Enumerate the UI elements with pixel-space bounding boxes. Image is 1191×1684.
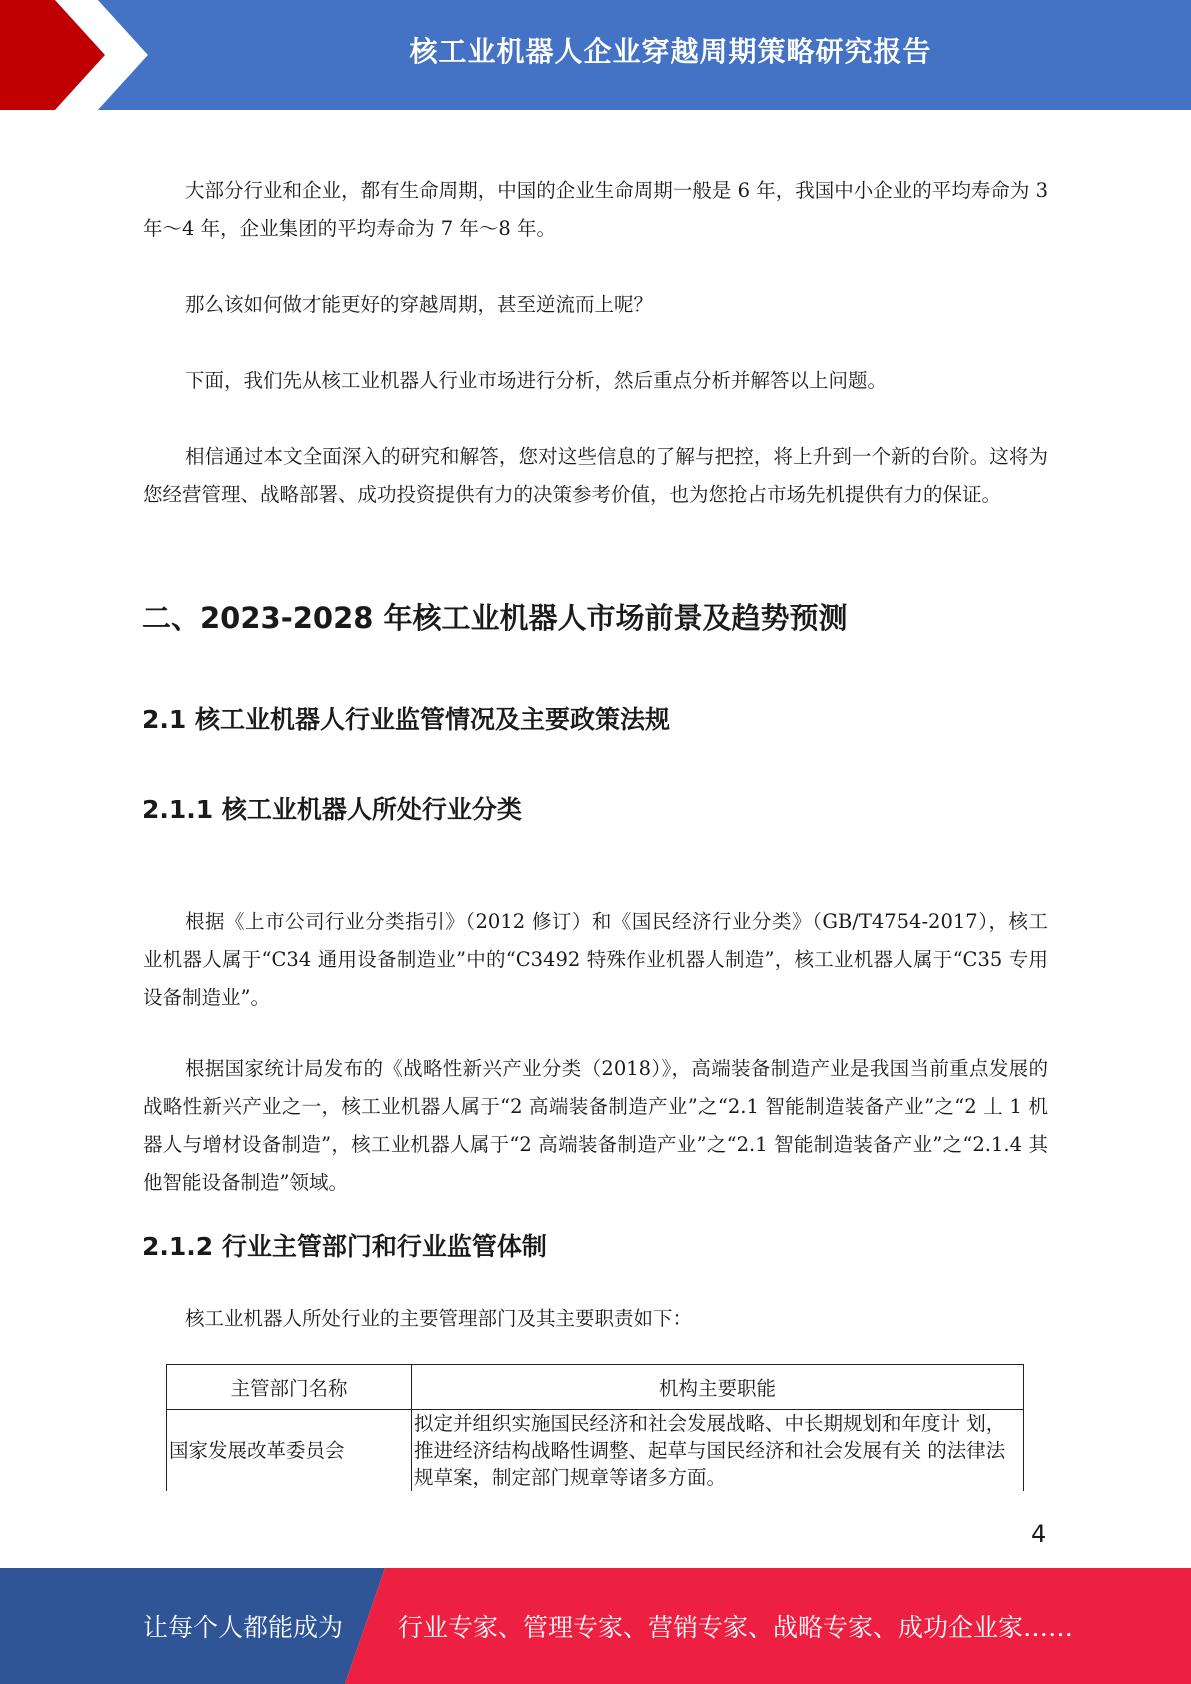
subsection-title-2-1-1: 2.1.1 核工业机器人所处行业分类: [142, 795, 522, 824]
table-header-cell: 主管部门名称: [167, 1365, 412, 1410]
classification-paragraph-1: 根据《上市公司行业分类指引》（2012 修订）和《国民经济行业分类》（GB/T4754-2017），核工业机器人属于“C34 通用设备制造业”中的“C3492 特殊作业机器人制造”，核工业机器人属于“C35 专用设备制造业”。: [143, 910, 1048, 1009]
header-title: 核工业机器人企业穿越周期策略研究报告: [409, 35, 932, 68]
page-footer: [0, 1568, 1191, 1684]
header-arrow-decoration: [0, 0, 160, 110]
intro-paragraph-2: 那么该如何做才能更好的穿越周期，甚至逆流而上呢？: [185, 293, 654, 316]
subsection-title-2-1-2: 2.1.2 行业主管部门和行业监管体制: [142, 1232, 547, 1261]
footer-slogan-right: 行业专家、管理专家、营销专家、战略专家、成功企业家……: [398, 1613, 1074, 1642]
table-row: [167, 1410, 1024, 1492]
table-header-cell: 机构主要职能: [412, 1365, 1024, 1410]
table-cell-department: 国家发展改革委员会: [167, 1410, 412, 1492]
intro-paragraph-4: 相信通过本文全面深入的研究和解答，您对这些信息的了解与把控，将上升到一个新的台阶。这将为您经营管理、战略部署、成功投资提供有力的决策参考价值，也为您抢占市场先机提供有力的保证。: [143, 445, 1048, 506]
page-number: 4: [1031, 1520, 1047, 1548]
regulator-intro-paragraph: 核工业机器人所处行业的主要管理部门及其主要职责如下：: [185, 1307, 693, 1330]
subsection-title-2-1: 2.1 核工业机器人行业监管情况及主要政策法规: [142, 705, 670, 734]
intro-paragraph-1: 大部分行业和企业，都有生命周期，中国的企业生命周期一般是 6 年，我国中小企业的平均寿命为 3 年～4 年，企业集团的平均寿命为 7 年～8 年。: [143, 179, 1048, 240]
intro-paragraph-3: 下面，我们先从核工业机器人行业市场进行分析，然后重点分析并解答以上问题。: [185, 369, 888, 392]
regulator-table: [166, 1364, 1024, 1491]
footer-slogan-left: 让每个人都能成为: [143, 1613, 344, 1642]
table-header-row: [167, 1365, 1024, 1410]
page-header: [0, 0, 1191, 110]
section-title: 二、2023-2028 年核工业机器人市场前景及趋势预测: [142, 601, 848, 635]
table-cell-duties: 拟定并组织实施国民经济和社会发展战略、中长期规划和年度计 划，推进经济结构战略性调整、起草与国民经济和社会发展有关 的法律法规草案，制定部门规章等诸多方面。: [412, 1410, 1024, 1492]
classification-paragraph-2: 根据国家统计局发布的《战略性新兴产业分类（2018）》，高端装备制造产业是我国当前重点发展的战略性新兴产业之一，核工业机器人属于“2 高端装备制造产业”之“2.1 智能制造装备产业”之“2 丄 1 机器人与增材设备制造”，核工业机器人属于“2 高端装备制造产业”之“2.1 智能制造装备产业”之“2.1.4 其他智能设备制造”领域。: [143, 1057, 1048, 1194]
